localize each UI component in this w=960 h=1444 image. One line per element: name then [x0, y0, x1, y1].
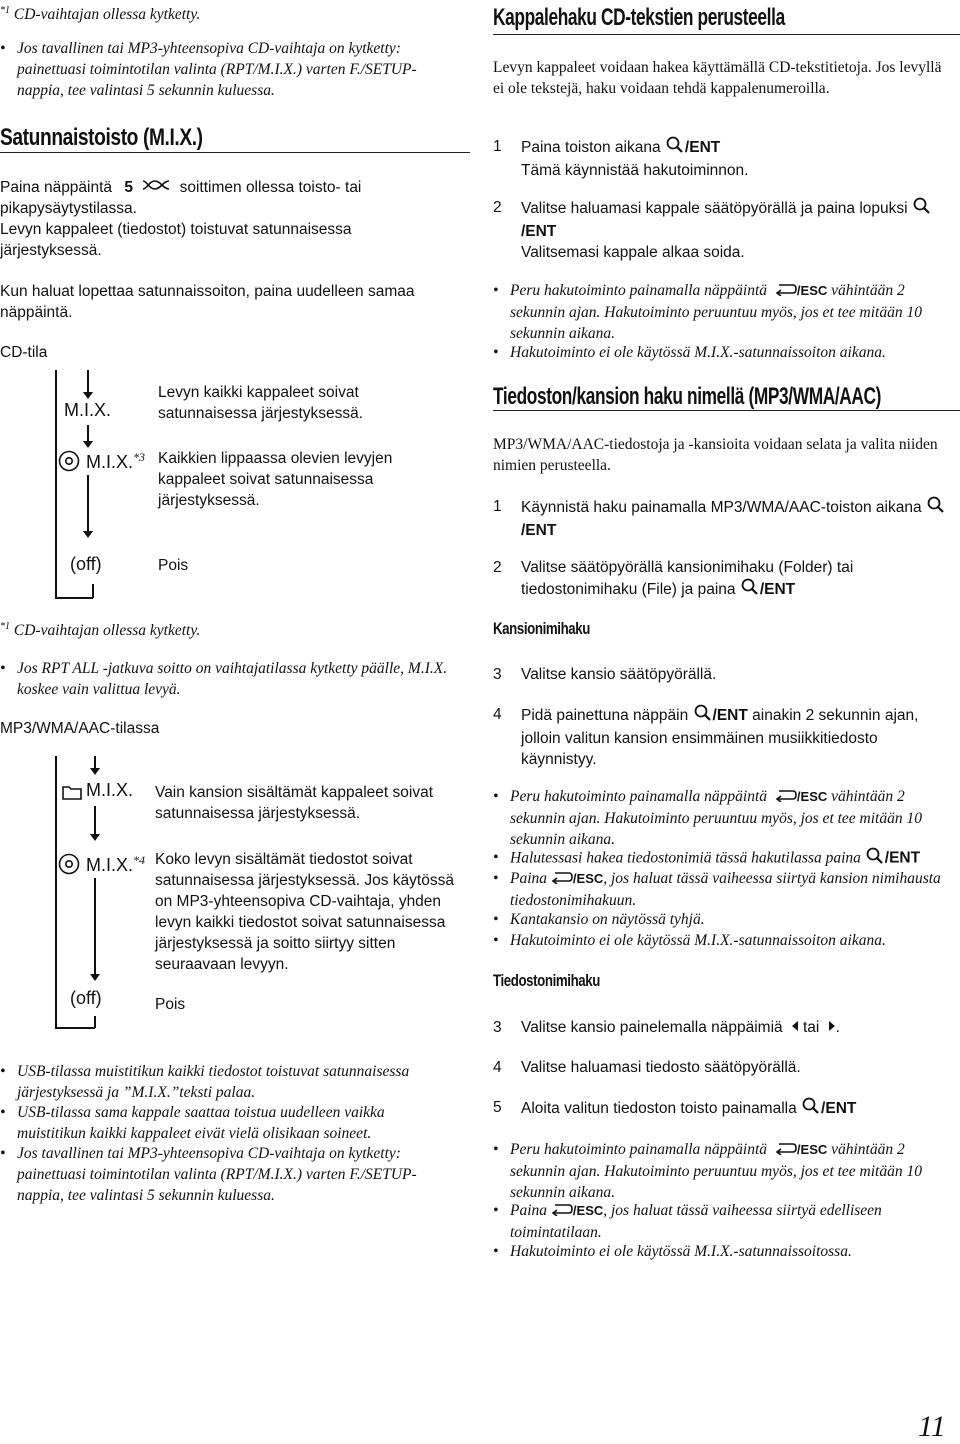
step-filename-5: 5 Aloita valitun tiedoston toisto painamalla /ENT — [493, 1097, 955, 1121]
mp3-off-item: (off) — [70, 988, 102, 1008]
mp3-folder-mix-item: M.I.X. — [86, 780, 134, 800]
back-icon — [551, 1201, 573, 1222]
bullet-folder-mix-note: • Hakutoiminto ei ole käytössä M.I.X.-satunnaissoiton aikana. — [510, 930, 955, 951]
cd-off-desc: Pois — [158, 557, 189, 574]
bullet-folder-cancel: • Peru hakutoiminto painamalla näppäintä /ESC vähintään 2 sekunnin ajan. Hakutoiminto peruuntuu myös, jos et tee mitään 10 sekunnin aikana. — [510, 786, 955, 850]
mp3-mode-label: MP3/WMA/AAC-tilassa — [0, 720, 160, 737]
bullet-usb-1: • USB-tilassa muistitikun kaikki tiedostot toistuvat satunnaisessa järjestyksessä ja ”M.I.X.”teksti palaa. — [17, 1061, 457, 1103]
bullet-cd-mix-note: • Hakutoiminto ei ole käytössä M.I.X.-satunnaissoiton aikana. — [510, 342, 955, 363]
mp3-disc-mix-desc: Koko levyn sisältämät tiedostot soivat satunnaisessa järjestyksessä. Jos käytössä on MP3-yhteensopiva CD-vaihtaja, yhden levyn kaikki tiedostot soivat satunnaisessa järjestyksessä ja soitto siirtyy sitten seuraavaan levyyn. — [155, 851, 454, 973]
page-number: 11 — [918, 1410, 946, 1443]
cd-mix-desc-2: Kaikkien lippaassa olevien levyjen kappaleet soivat satunnaisessa järjestyksessä. — [158, 450, 393, 509]
bullet-cd-cancel: • Peru hakutoiminto painamalla näppäintä /ESC vähintään 2 sekunnin ajan. Hakutoiminto peruuntuu myös, jos et tee mitään 10 sekunnin aikana. — [510, 280, 955, 344]
step-filename-4: 4 Valitse haluamasi tiedosto säätöpyörällä. — [493, 1059, 801, 1076]
back-icon — [551, 869, 573, 890]
mp3-mode-diagram — [0, 756, 470, 1036]
step-file-1: 1 Käynnistä haku painamalla MP3/WMA/AAC-toiston aikana /ENT — [493, 496, 955, 541]
step-folder-4: 4 Pidä painettuna näppäin /ENT ainakin 2 sekunnin ajan, jolloin valitun kansion ensimmäinen musiikkitiedosto käynnistyy. — [493, 706, 919, 768]
folder-icon — [62, 784, 82, 805]
back-icon — [775, 281, 797, 302]
bullet-top: • Jos tavallinen tai MP3-yhteensopiva CD-vaihtaja on kytketty: painettuasi toimintotilan valinta (RPT/M.I.X.) varten F./SETUP-nappia, tee valintasi 5 sekunnin kuluessa. — [17, 38, 457, 101]
back-icon — [775, 787, 797, 808]
intro-cd-text: Levyn kappaleet voidaan hakea käyttämällä CD-tekstitietoja. Jos levyllä ei ole tekstejä, haku voidaan tehdä kappalenumeroilla. — [493, 59, 942, 97]
bullet-file-esc: • Paina /ESC, jos haluat tässä vaiheessa siirtyä edelliseen toimintatilaan. — [510, 1200, 955, 1243]
search-icon — [912, 197, 932, 221]
step-file-2: 2 Valitse säätöpyörällä kansionimihaku (Folder) tai tiedostonimihaku (File) ja paina /ENT — [493, 557, 955, 602]
disc-icon — [58, 450, 80, 477]
search-icon — [740, 578, 760, 602]
mix-para1: Paina näppäintä 5 soittimen ollessa toisto- tai pikapysäytystilassa. Levyn kappaleet (tiedostot) toistuvat satunnaisessa järjestyksessä. — [0, 179, 362, 260]
cd-mode-diagram — [0, 370, 470, 590]
section-rule-cd-text — [493, 34, 960, 35]
search-icon — [693, 704, 713, 728]
search-icon — [801, 1097, 821, 1121]
search-icon — [665, 136, 685, 160]
step-cd-1: 1 Paina toiston aikana /ENT Tämä käynnistää hakutoiminnon. — [493, 138, 749, 179]
cd-mix-item-2: M.I.X.$^{*3}$ — [86, 450, 146, 472]
bullet-folder-filenames: • Halutessasi hakea tiedostonimiä tässä hakutilassa paina /ENT — [510, 847, 955, 871]
bullet-file-cancel: • Peru hakutoiminto painamalla näppäintä /ESC vähintään 2 sekunnin ajan. Hakutoiminto peruuntuu myös, jos et tee mitään 10 sekunnin aikana. — [510, 1139, 955, 1203]
mp3-disc-mix-item: M.I.X.$^{*4}$ — [86, 853, 146, 875]
bullet-mid: • Jos RPT ALL -jatkuva soitto on vaihtajatilassa kytketty päälle, M.I.X. koskee vain valittua levyä. — [17, 658, 457, 700]
section-title-mix: Satunnaistoisto (M.I.X.) — [0, 124, 203, 151]
left-column — [0, 0, 470, 1444]
footnote-mid: $^{*1}$ CD-vaihtajan ollessa kytketty. — [0, 621, 201, 640]
back-icon — [775, 1140, 797, 1161]
footnote-top: $^{*1}$ CD-vaihtajan ollessa kytketty. — [0, 5, 201, 24]
bullet-root-folder: • Kantakansio on näytössä tyhjä. — [510, 909, 955, 930]
cd-mix-item: M.I.X. — [64, 400, 112, 420]
section-title-file-search: Tiedoston/kansion haku nimellä (MP3/WMA/AAC) — [493, 383, 882, 410]
cd-off-item: (off) — [70, 554, 102, 574]
cd-mode-label: CD-tila — [0, 344, 48, 361]
step-cd-2: 2 Valitse haluamasi kappale säätöpyörällä ja paina lopuksi /ENT Valitsemasi kappale alkaa soida. — [493, 197, 955, 263]
cd-mix-desc: Levyn kaikki kappaleet soivat satunnaisessa järjestyksessä. — [158, 384, 364, 422]
section-title-cd-text: Kappalehaku CD-tekstien perusteella — [493, 4, 785, 31]
subheading-file-search: Tiedostonimihaku — [493, 971, 600, 990]
bullet-changer: • Jos tavallinen tai MP3-yhteensopiva CD-vaihtaja on kytketty: painettuasi toimintotilan valinta (RPT/M.I.X.) varten F./SETUP-nappia, tee valintasi 5 sekunnin kuluessa. — [17, 1143, 457, 1206]
mix-para2: Kun haluat lopettaa satunnaissoiton, paina uudelleen samaa näppäintä. — [0, 283, 415, 321]
step-folder-3: 3 Valitse kansio säätöpyörällä. — [493, 666, 717, 683]
bullet-file-mix-note: • Hakutoiminto ei ole käytössä M.I.X.-satunnaissoitossa. — [510, 1241, 955, 1262]
mp3-folder-mix-desc: Vain kansion sisältämät kappaleet soivat satunnaisessa järjestyksessä. — [155, 784, 434, 822]
intro-file-search: MP3/WMA/AAC-tiedostoja ja -kansioita voidaan selata ja valita niiden nimien perusteella. — [493, 436, 938, 474]
section-rule-mix — [0, 152, 470, 153]
bullet-folder-esc: • Paina /ESC, jos haluat tässä vaiheessa siirtyä kansion nimihausta tiedostonimihakuun. — [510, 868, 955, 911]
subheading-folder-search: Kansionimihaku — [493, 619, 590, 638]
section-rule-file-search — [493, 410, 960, 411]
right-arrow-icon — [828, 1017, 836, 1038]
shuffle-icon — [141, 177, 171, 198]
step-filename-3: 3 Valitse kansio painelemalla näppäimiä tai . — [493, 1017, 955, 1038]
left-arrow-icon — [791, 1017, 799, 1038]
disc-icon — [58, 853, 80, 880]
mp3-off-desc: Pois — [155, 996, 186, 1013]
search-icon — [926, 496, 946, 520]
right-column — [493, 0, 960, 1444]
bullet-usb-2: • USB-tilassa sama kappale saattaa toistua uudelleen vaikka muistitikun kaikki kappaleet eivät vielä olisikaan soineet. — [17, 1102, 457, 1144]
